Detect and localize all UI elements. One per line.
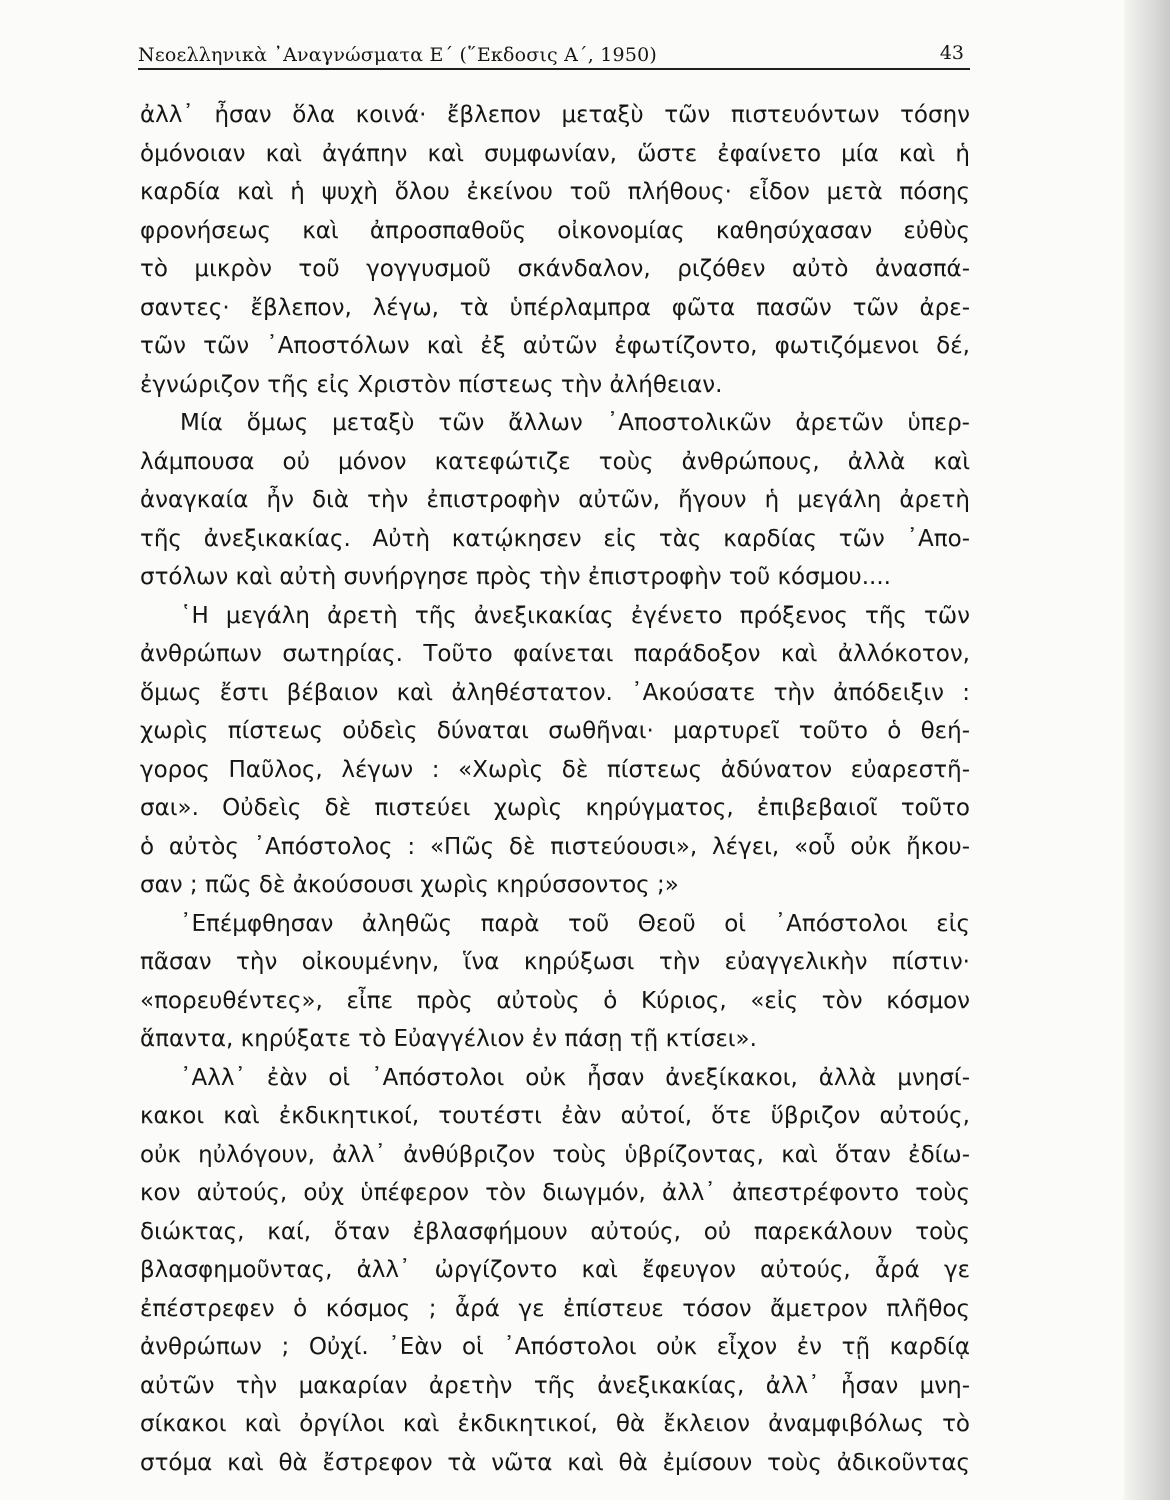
text-line: σαντες· ἔβλεπον, λέγω, τὰ ὑπέρλαμπρα φῶτα πασῶν τῶν ἀρε- — [140, 294, 970, 321]
running-header — [138, 36, 970, 70]
text-line: σαι». Οὐδεὶς δὲ πιστεύει χωρὶς κηρύγματος, ἐπιβεβαιοῖ τοῦτο — [140, 795, 970, 821]
text-line: στόμα καὶ θὰ ἔστρεφον τὰ νῶτα καὶ θὰ ἐμίσουν τοὺς ἀδικοῦντας — [140, 1449, 970, 1476]
text-line: βλασφημοῦντας, ἀλλ᾿ ὠργίζοντο καὶ ἔφευγον αὐτούς, ἆρά γε — [140, 1257, 970, 1283]
text-line: κον αὐτούς, οὐχ ὑπέφερον τὸν διωγμόν, ἀλλ᾿ ἀπεστρέφοντο τοὺς — [140, 1180, 970, 1206]
text-line: σαν ; πῶς δὲ ἀκούσουσι χωρὶς κηρύσσοντος ;» — [140, 872, 679, 898]
text-line: «πορευθέντες», εἶπε πρὸς αὐτοὺς ὁ Κύριος, «εἰς τὸν κόσμον — [140, 987, 970, 1014]
text-line: φρονήσεως καὶ ἀπροσπαθοῦς οἰκονομίας καθησύχασαν εὐθὺς — [140, 217, 970, 244]
text-line: λάμπουσα οὐ μόνον κατεφώτιζε τοὺς ἀνθρώπους, ἀλλὰ καὶ — [140, 448, 970, 475]
running-title: Νεοελληνικὰ ᾿Αναγνώσματα Ε΄ (῞Εκδοσις Α΄, 1950) — [138, 44, 658, 66]
text-line: ἐγνώριζον τῆς εἰς Χριστὸν πίστεως τὴν ἀλήθειαν. — [140, 371, 723, 398]
page-edge-shadow — [1124, 0, 1170, 1500]
text-line: ὅμως ἔστι βέβαιον καὶ ἀληθέστατον. ᾿Ακούσατε τὴν ἀπόδειξιν : — [140, 679, 970, 706]
text-line: αὐτῶν τὴν μακαρίαν ἀρετὴν τῆς ἀνεξικακίας, ἀλλ᾿ ἦσαν μνη- — [140, 1372, 970, 1399]
text-line: ὁ αὐτὸς ᾿Απόστολος : «Πῶς δὲ πιστεύουσι», λέγει, «οὗ οὐκ ἤκου- — [140, 833, 970, 860]
text-line: κακοι καὶ ἐκδικητικοί, τουτέστι ἐὰν αὐτοί, ὅτε ὕβριζον αὐτούς, — [140, 1103, 970, 1129]
text-line: τῆς ἀνεξικακίας. Αὐτὴ κατῴκησεν εἰς τὰς καρδίας τῶν ᾿Απο- — [140, 525, 970, 552]
text-line: στόλων καὶ αὐτὴ συνήργησε πρὸς τὴν ἐπιστροφὴν τοῦ κόσμου.... — [140, 564, 891, 590]
text-line: ἀνθρώπων ; Οὐχί. ᾿Εὰν οἱ ᾿Απόστολοι οὐκ εἶχον ἐν τῇ καρδίᾳ — [140, 1334, 970, 1360]
text-line: πᾶσαν τὴν οἰκουμένην, ἵνα κηρύξωσι τὴν εὐαγγελικὴν πίστιν· — [140, 949, 970, 975]
text-line: ἅπαντα, κηρύξατε τὸ Εὐαγγέλιον ἐν πάσῃ τῇ κτίσει». — [140, 1026, 757, 1052]
text-line: οὐκ ηὐλόγουν, ἀλλ᾿ ἀνθύβριζον τοὺς ὑβρίζοντας, καὶ ὅταν ἐδίω- — [140, 1141, 970, 1168]
text-line: τὸ μικρὸν τοῦ γογγυσμοῦ σκάνδαλον, ριζόθεν αὐτὸ ἀνασπά- — [140, 256, 970, 282]
text-line: χωρὶς πίστεως οὐδεὶς δύναται σωθῆναι· μαρτυρεῖ τοῦτο ὁ θεή- — [140, 718, 970, 744]
text-line: ἀνθρώπων σωτηρίας. Τοῦτο φαίνεται παράδοξον καὶ ἀλλόκοτον, — [140, 641, 970, 667]
text-line: γορος Παῦλος, λέγων : «Χωρὶς δὲ πίστεως ἀδύνατον εὐαρεστῆ- — [140, 756, 970, 783]
paragraph-first-line: ῾Η μεγάλη ἀρετὴ τῆς ἀνεξικακίας ἐγένετο πρόξενος τῆς τῶν — [180, 602, 970, 629]
text-line: ἀναγκαία ἦν διὰ τὴν ἐπιστροφὴν αὐτῶν, ἤγουν ἡ μεγάλη ἀρετὴ — [140, 487, 970, 513]
text-line: ὁμόνοιαν καὶ ἀγάπην καὶ συμφωνίαν, ὥστε ἐφαίνετο μία καὶ ἡ — [140, 140, 970, 167]
paragraph-first-line: ᾿Αλλ᾿ ἐὰν οἱ ᾿Απόστολοι οὐκ ἦσαν ἀνεξίκακοι, ἀλλὰ μνησί- — [180, 1064, 970, 1091]
header-rule — [138, 68, 970, 70]
text-line: ἐπέστρεφεν ὁ κόσμος ; ἆρά γε ἐπίστευε τόσον ἄμετρον πλῆθος — [140, 1295, 970, 1322]
text-line: σίκακοι καὶ ὀργίλοι καὶ ἐκδικητικοί, θὰ ἔκλειον ἀναμφιβόλως τὸ — [140, 1411, 970, 1437]
body-text — [140, 96, 970, 1482]
text-line: ἀλλ᾿ ἦσαν ὅλα κοινά· ἔβλεπον μεταξὺ τῶν πιστευόντων τόσην — [140, 102, 970, 128]
page-number: 43 — [939, 42, 964, 64]
text-line: διώκτας, καί, ὅταν ἐβλασφήμουν αὐτούς, οὐ παρεκάλουν τοὺς — [140, 1218, 970, 1245]
paragraph-first-line: ᾿Επέμφθησαν ἀληθῶς παρὰ τοῦ Θεοῦ οἱ ᾿Απόστολοι εἰς — [180, 910, 970, 937]
text-line: καρδία καὶ ἡ ψυχὴ ὅλου ἐκείνου τοῦ πλήθους· εἶδον μετὰ πόσης — [140, 179, 970, 205]
paragraph-first-line: Μία ὅμως μεταξὺ τῶν ἄλλων ᾿Αποστολικῶν ἀρετῶν ὑπερ- — [180, 410, 970, 436]
text-line: τῶν τῶν ᾿Αποστόλων καὶ ἐξ αὐτῶν ἐφωτίζοντο, φωτιζόμενοι δέ, — [140, 333, 970, 359]
